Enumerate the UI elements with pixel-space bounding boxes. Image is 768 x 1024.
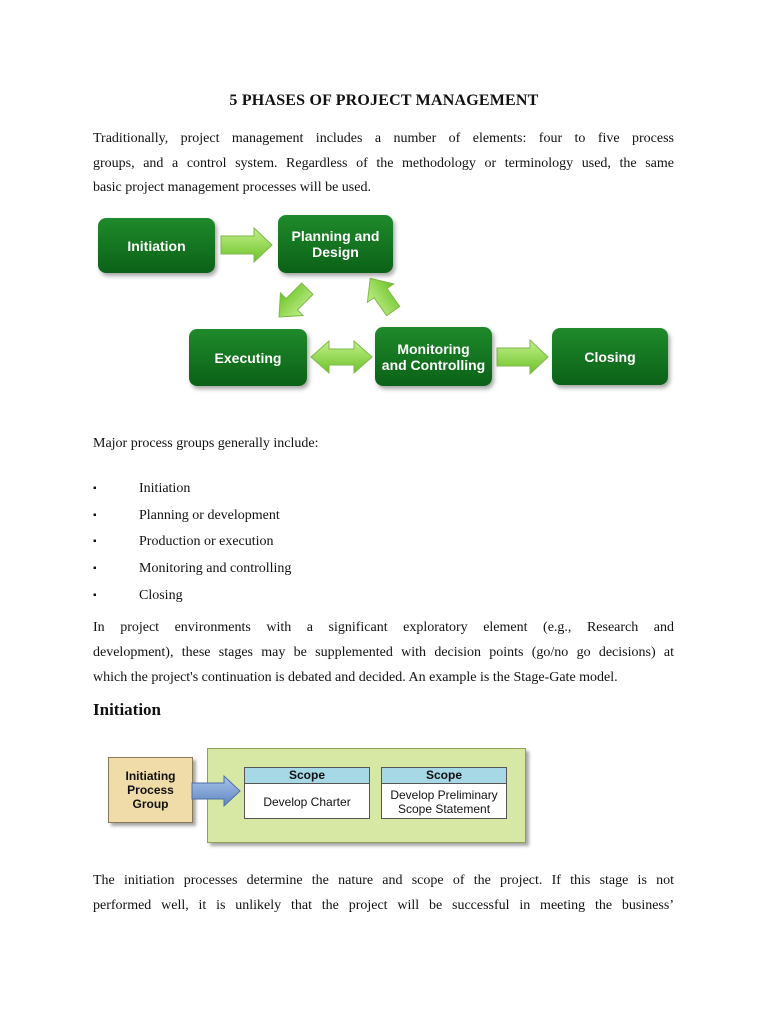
paragraph-line: In project environments with a significant exploratory element (e.g., Research and: [93, 620, 674, 635]
initiation-paragraph: [93, 868, 674, 918]
list-item-label: Initiation: [139, 481, 191, 496]
paragraph-line: The initiation processes determine the nature and scope of the project. If this stage is not: [93, 873, 674, 888]
bullet-icon: ▪: [93, 483, 97, 494]
phase-initiation: [98, 218, 215, 273]
phase-label: Planning and Design: [291, 228, 380, 260]
bullet-icon: ▪: [93, 589, 97, 601]
phase-label: Monitoring and Controlling: [381, 340, 486, 373]
intro-line: Traditionally, project management includes a number of elements: four to five process: [93, 131, 674, 146]
initiating-process-group-box: [108, 757, 193, 823]
group-arrow-icon: [190, 774, 242, 808]
phase-executing: [189, 329, 307, 386]
arrow-executing-monitoring: [311, 341, 372, 373]
scope-card-develop-charter: [244, 767, 370, 819]
scope-card-header: Scope: [245, 768, 369, 784]
process-group-label: Initiating Process Group: [125, 769, 176, 811]
phase-label: Closing: [584, 348, 636, 365]
list-item-label: Monitoring and controlling: [139, 561, 292, 577]
arrow-monitoring-to-planning: [357, 269, 406, 320]
phase-label: Initiation: [127, 237, 186, 254]
page-title: 5 PHASES OF PROJECT MANAGEMENT: [229, 92, 539, 109]
paragraph-line: development), these stages may be supplemented with decision points (go/no go decisions) at: [93, 645, 674, 660]
scope-card-header: Scope: [382, 768, 506, 784]
phase-planning-and-design: [278, 215, 393, 273]
list-item-label: Closing: [139, 587, 183, 603]
scope-card-body: Develop Preliminary Scope Statement: [390, 787, 498, 816]
arrow-planning-to-executing: [268, 277, 319, 328]
arrow-initiation-to-planning: [221, 228, 272, 262]
scope-card-preliminary-scope: [381, 767, 507, 819]
intro-line: groups, and a control system. Regardless of the methodology or terminology used, the same: [93, 155, 674, 171]
list-item-label: Planning or development: [139, 507, 280, 523]
intro-line: basic project management processes will be used.: [93, 180, 371, 195]
section-heading-initiation: Initiation: [93, 700, 162, 719]
bullet-icon: ▪: [93, 563, 97, 575]
process-groups-lead: Major process groups generally include:: [93, 436, 319, 451]
phase-label: Executing: [214, 349, 282, 366]
arrow-monitoring-to-closing: [497, 340, 548, 374]
exploratory-paragraph: [93, 615, 674, 690]
bullet-icon: ▪: [93, 509, 97, 521]
paragraph-line: which the project's continuation is debated and decided. An example is the Stage-Gate model.: [93, 670, 618, 685]
phase-monitoring-and-controlling: [375, 327, 492, 386]
phase-closing: [552, 328, 668, 385]
list-item-label: Production or execution: [139, 534, 274, 550]
paragraph-line: performed well, it is unlikely that the project will be successful in meeting the business’: [93, 898, 674, 913]
scope-card-body: Develop Charter: [263, 794, 351, 809]
bullet-icon: ▪: [93, 536, 97, 548]
